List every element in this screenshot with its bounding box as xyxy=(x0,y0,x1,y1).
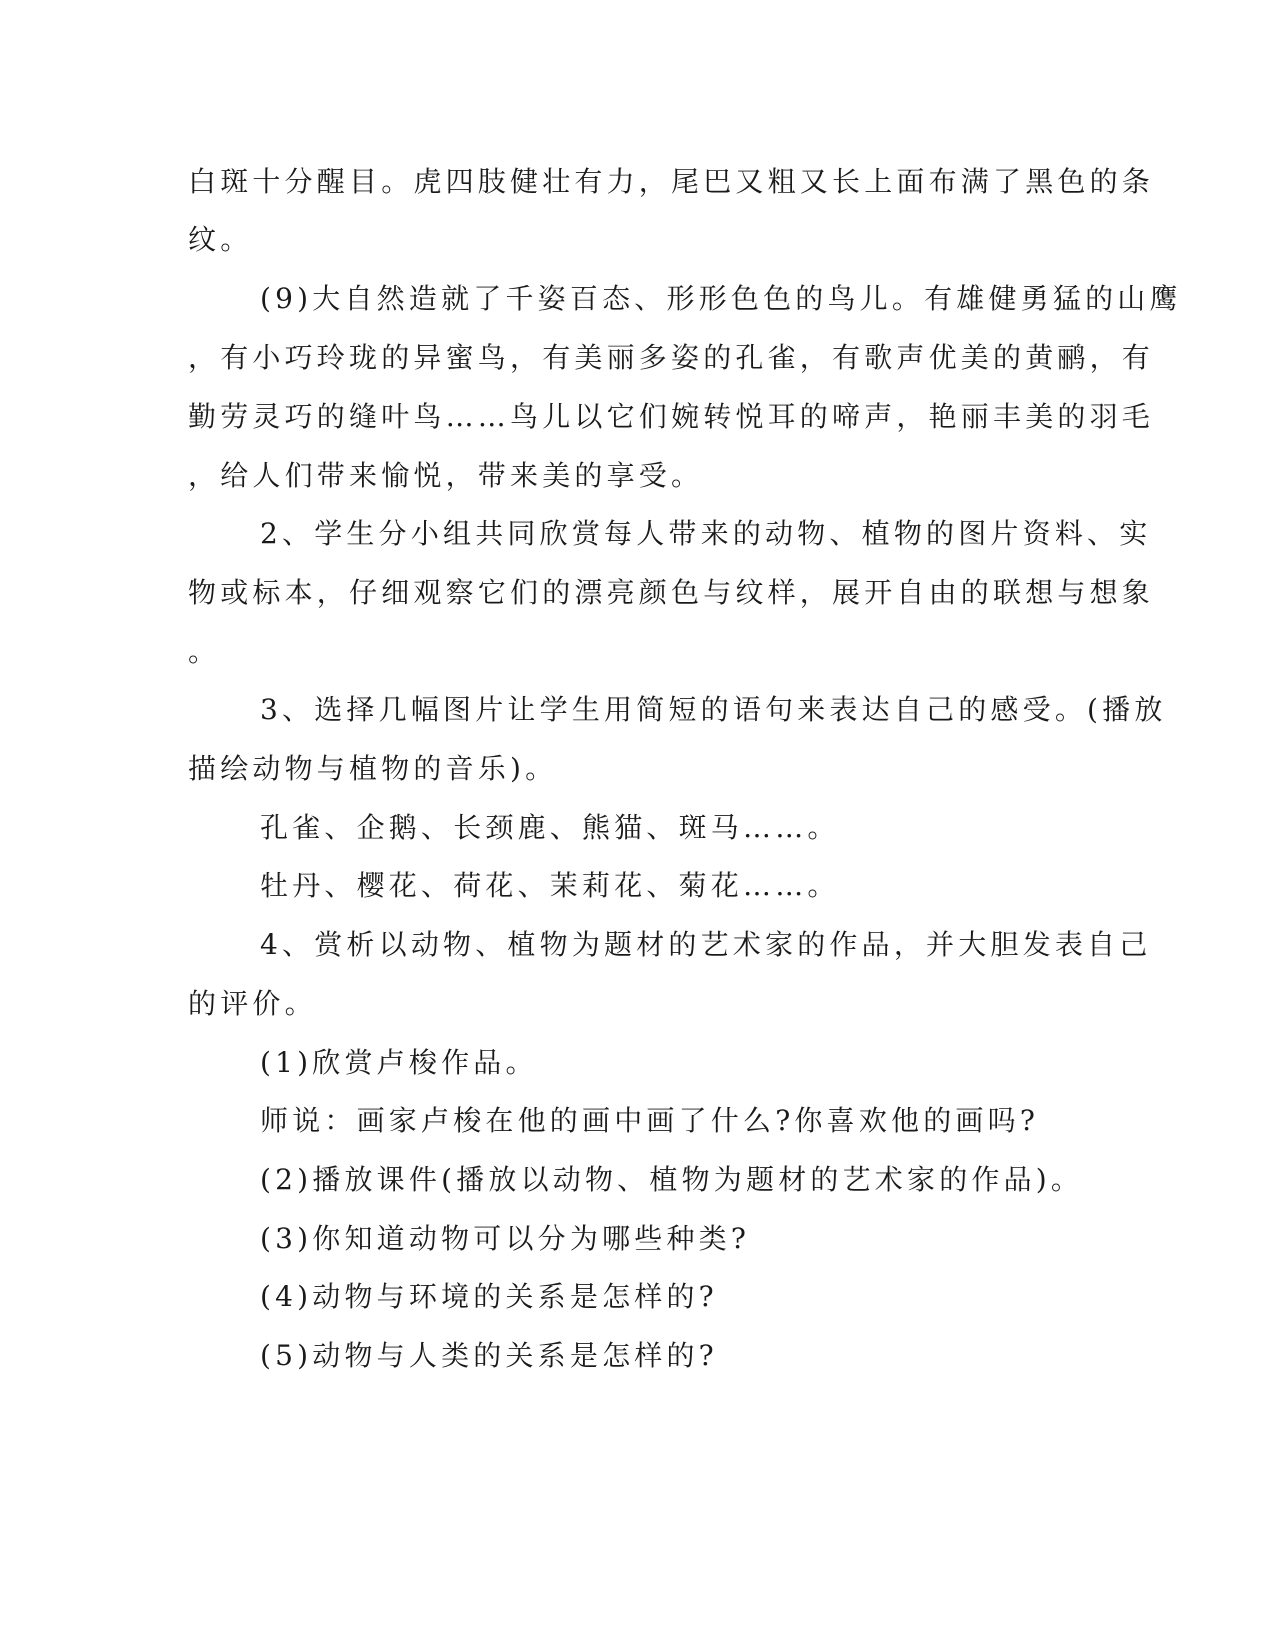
paragraph-line: 纹。 xyxy=(188,223,253,256)
paragraph-line: 的评价。 xyxy=(188,987,317,1020)
paragraph-line: 2、学生分小组共同欣赏每人带来的动物、植物的图片资料、实 xyxy=(260,517,1152,550)
paragraph-line: 牡丹、樱花、荷花、茉莉花、菊花……。 xyxy=(260,869,840,902)
paragraph-line: 孔雀、企鹅、长颈鹿、熊猫、斑马……。 xyxy=(260,811,840,844)
paragraph-line: (4)动物与环境的关系是怎样的? xyxy=(260,1280,718,1313)
paragraph-line: 描绘动物与植物的音乐)。 xyxy=(188,752,558,785)
paragraph-line: 师说：画家卢梭在他的画中画了什么?你喜欢他的画吗? xyxy=(260,1104,1040,1137)
paragraph-line: ，给人们带来愉悦，带来美的享受。 xyxy=(188,459,704,492)
paragraph-line: ，有小巧玲珑的异蜜鸟，有美丽多姿的孔雀，有歌声优美的黄鹂，有 xyxy=(188,341,1155,374)
paragraph-line: (1)欣赏卢梭作品。 xyxy=(260,1046,538,1079)
paragraph-line: 勤劳灵巧的缝叶鸟……鸟儿以它们婉转悦耳的啼声，艳丽丰美的羽毛 xyxy=(188,400,1155,433)
paragraph-line: 4、赏析以动物、植物为题材的艺术家的作品，并大胆发表自己 xyxy=(260,928,1152,961)
paragraph-line: (5)动物与人类的关系是怎样的? xyxy=(260,1339,718,1372)
paragraph-line: 3、选择几幅图片让学生用简短的语句来表达自己的感受。(播放 xyxy=(260,693,1167,726)
paragraph-line: (3)你知道动物可以分为哪些种类? xyxy=(260,1222,751,1255)
paragraph-line: 白斑十分醒目。虎四肢健壮有力，尾巴又粗又长上面布满了黑色的条 xyxy=(188,165,1155,198)
paragraph-line: (2)播放课件(播放以动物、植物为题材的艺术家的作品)。 xyxy=(260,1163,1084,1196)
paragraph-line: (9)大自然造就了千姿百态、形形色色的鸟儿。有雄健勇猛的山鹰 xyxy=(260,282,1182,315)
paragraph-line: 。 xyxy=(188,635,221,668)
paragraph-line: 物或标本，仔细观察它们的漂亮颜色与纹样，展开自由的联想与想象 xyxy=(188,576,1155,609)
